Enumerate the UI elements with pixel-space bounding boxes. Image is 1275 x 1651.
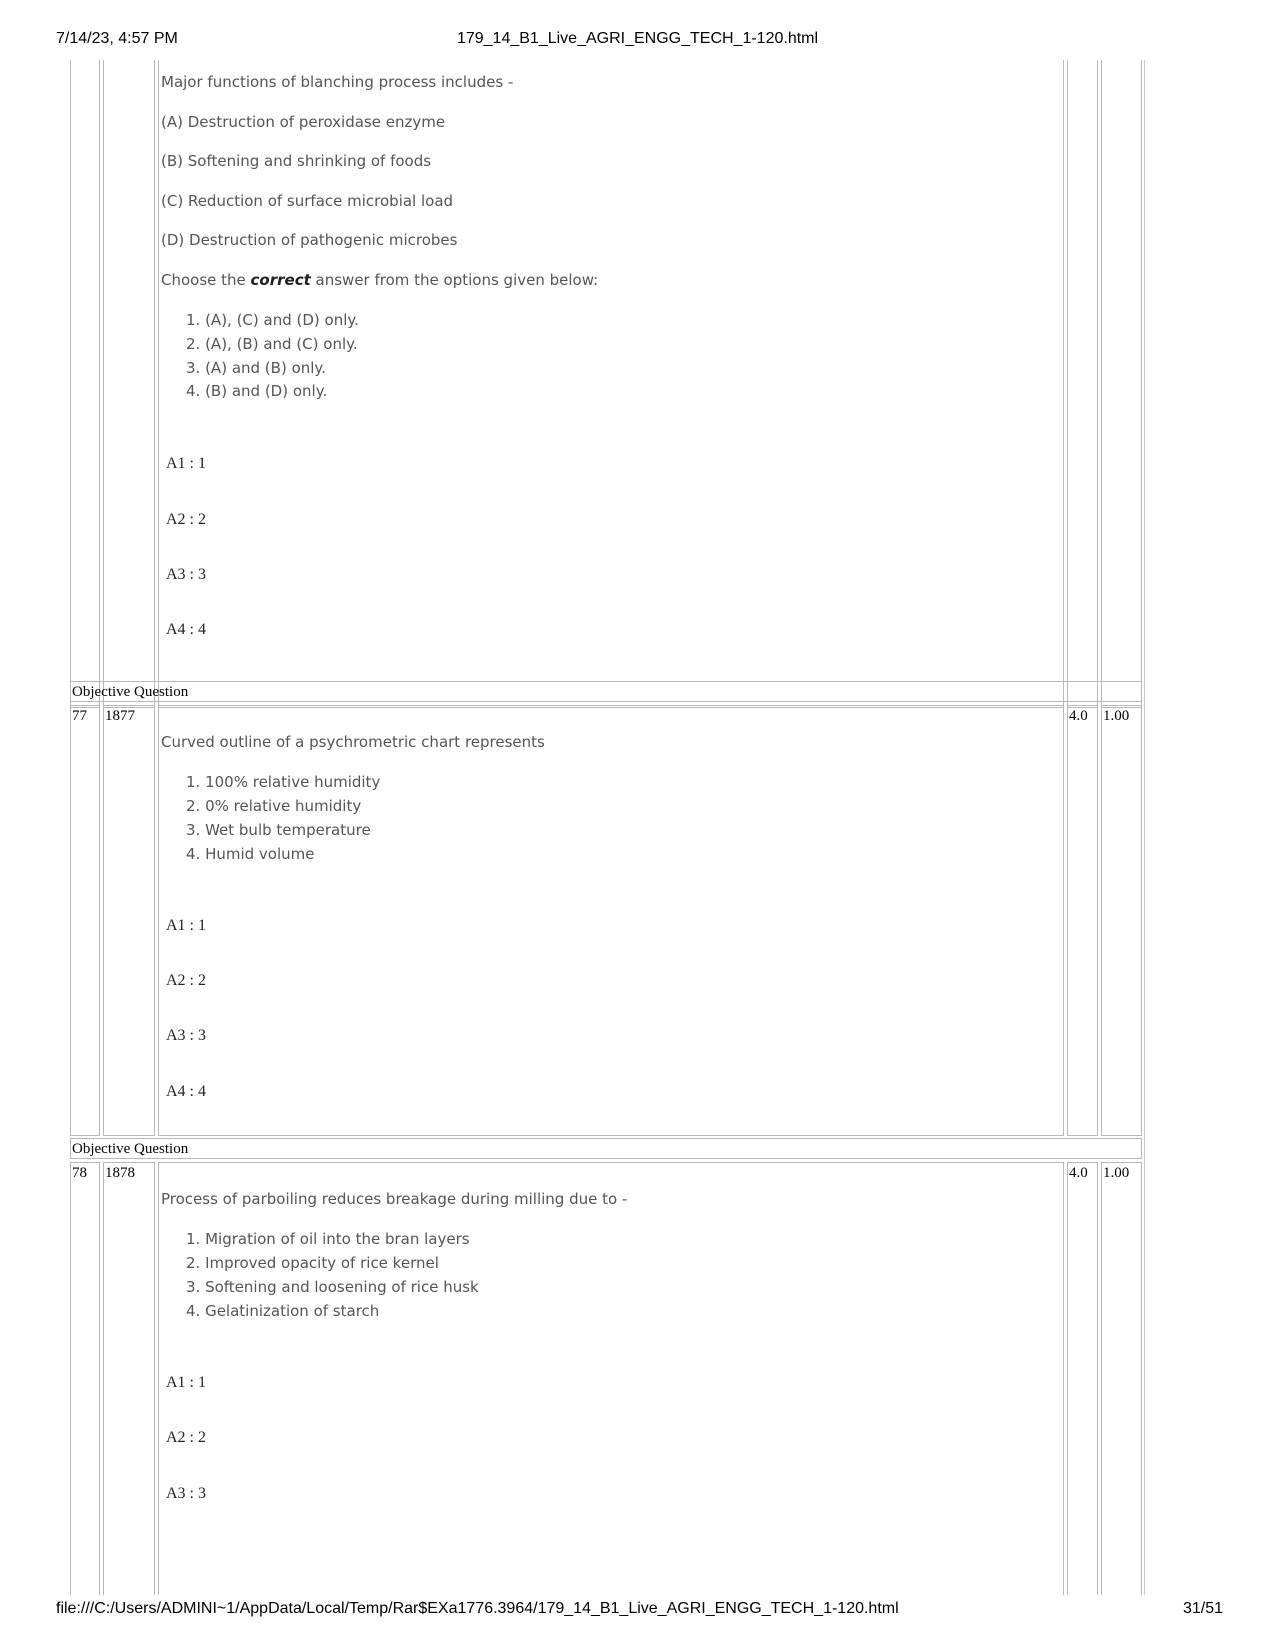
serial-number: 77 — [72, 708, 87, 724]
marks-value: 4.0 — [1069, 708, 1088, 724]
option-3: 3. Softening and loosening of rice husk — [186, 1278, 479, 1296]
option-2: 2. 0% relative humidity — [186, 797, 362, 815]
question-text: Curved outline of a psychrometric chart represents — [161, 733, 545, 751]
question-type-label: Objective Question — [72, 684, 189, 700]
answer-2: A2 : 2 — [166, 972, 206, 989]
option-2: 2. (A), (B) and (C) only. — [186, 335, 358, 353]
option-1: 1. (A), (C) and (D) only. — [186, 311, 359, 329]
print-header — [0, 30, 1275, 52]
option-4: 4. (B) and (D) only. — [186, 382, 328, 400]
question-text: Major functions of blanching process includes - — [161, 73, 514, 91]
option-3: 3. Wet bulb temperature — [186, 821, 371, 839]
table-outer-border — [70, 60, 1145, 1595]
answer-3: A3 : 3 — [166, 1027, 206, 1044]
question-id: 1878 — [105, 1165, 135, 1181]
answer-1: A1 : 1 — [166, 455, 206, 472]
print-datetime: 7/14/23, 4:57 PM — [56, 30, 178, 47]
negative-marks-value: 1.00 — [1103, 1165, 1130, 1181]
statement-c: (C) Reduction of surface microbial load — [161, 192, 454, 210]
question-table — [70, 60, 1206, 1595]
print-title: 179_14_B1_Live_AGRI_ENGG_TECH_1-120.html — [456, 30, 819, 47]
option-1: 1. 100% relative humidity — [186, 773, 381, 791]
answer-1: A1 : 1 — [166, 1374, 206, 1391]
file-path: file:///C:/Users/ADMINI~1/AppData/Local/Temp/Rar$EXa1776.3964/179_14_B1_Live_AGRI_ENGG_TECH_1-120.html — [56, 1600, 899, 1617]
question-text: Process of parboiling reduces breakage during milling due to - — [161, 1190, 628, 1208]
answer-4: A4 : 4 — [166, 1083, 206, 1100]
negative-marks-value: 1.00 — [1103, 708, 1130, 724]
option-3: 3. (A) and (B) only. — [186, 359, 326, 377]
option-4: 4. Humid volume — [186, 845, 315, 863]
answer-3: A3 : 3 — [166, 1485, 206, 1502]
option-2: 2. Improved opacity of rice kernel — [186, 1254, 439, 1272]
print-footer — [0, 1600, 1275, 1622]
answer-2: A2 : 2 — [166, 1429, 206, 1446]
answer-1: A1 : 1 — [166, 917, 206, 934]
statement-b: (B) Softening and shrinking of foods — [161, 152, 432, 170]
answer-3: A3 : 3 — [166, 566, 206, 583]
instruction: Choose the correct answer from the options given below: — [161, 271, 599, 289]
option-1: 1. Migration of oil into the bran layers — [186, 1230, 470, 1248]
statement-a: (A) Destruction of peroxidase enzyme — [161, 113, 446, 131]
serial-number: 78 — [72, 1165, 87, 1181]
question-id: 1877 — [105, 708, 135, 724]
answer-4: A4 : 4 — [166, 621, 206, 638]
option-4: 4. Gelatinization of starch — [186, 1302, 380, 1320]
statement-d: (D) Destruction of pathogenic microbes — [161, 231, 458, 249]
question-type-label: Objective Question — [72, 1141, 189, 1157]
marks-value: 4.0 — [1069, 1165, 1088, 1181]
answer-2: A2 : 2 — [166, 511, 206, 528]
page-number: 31/51 — [1182, 1600, 1223, 1617]
